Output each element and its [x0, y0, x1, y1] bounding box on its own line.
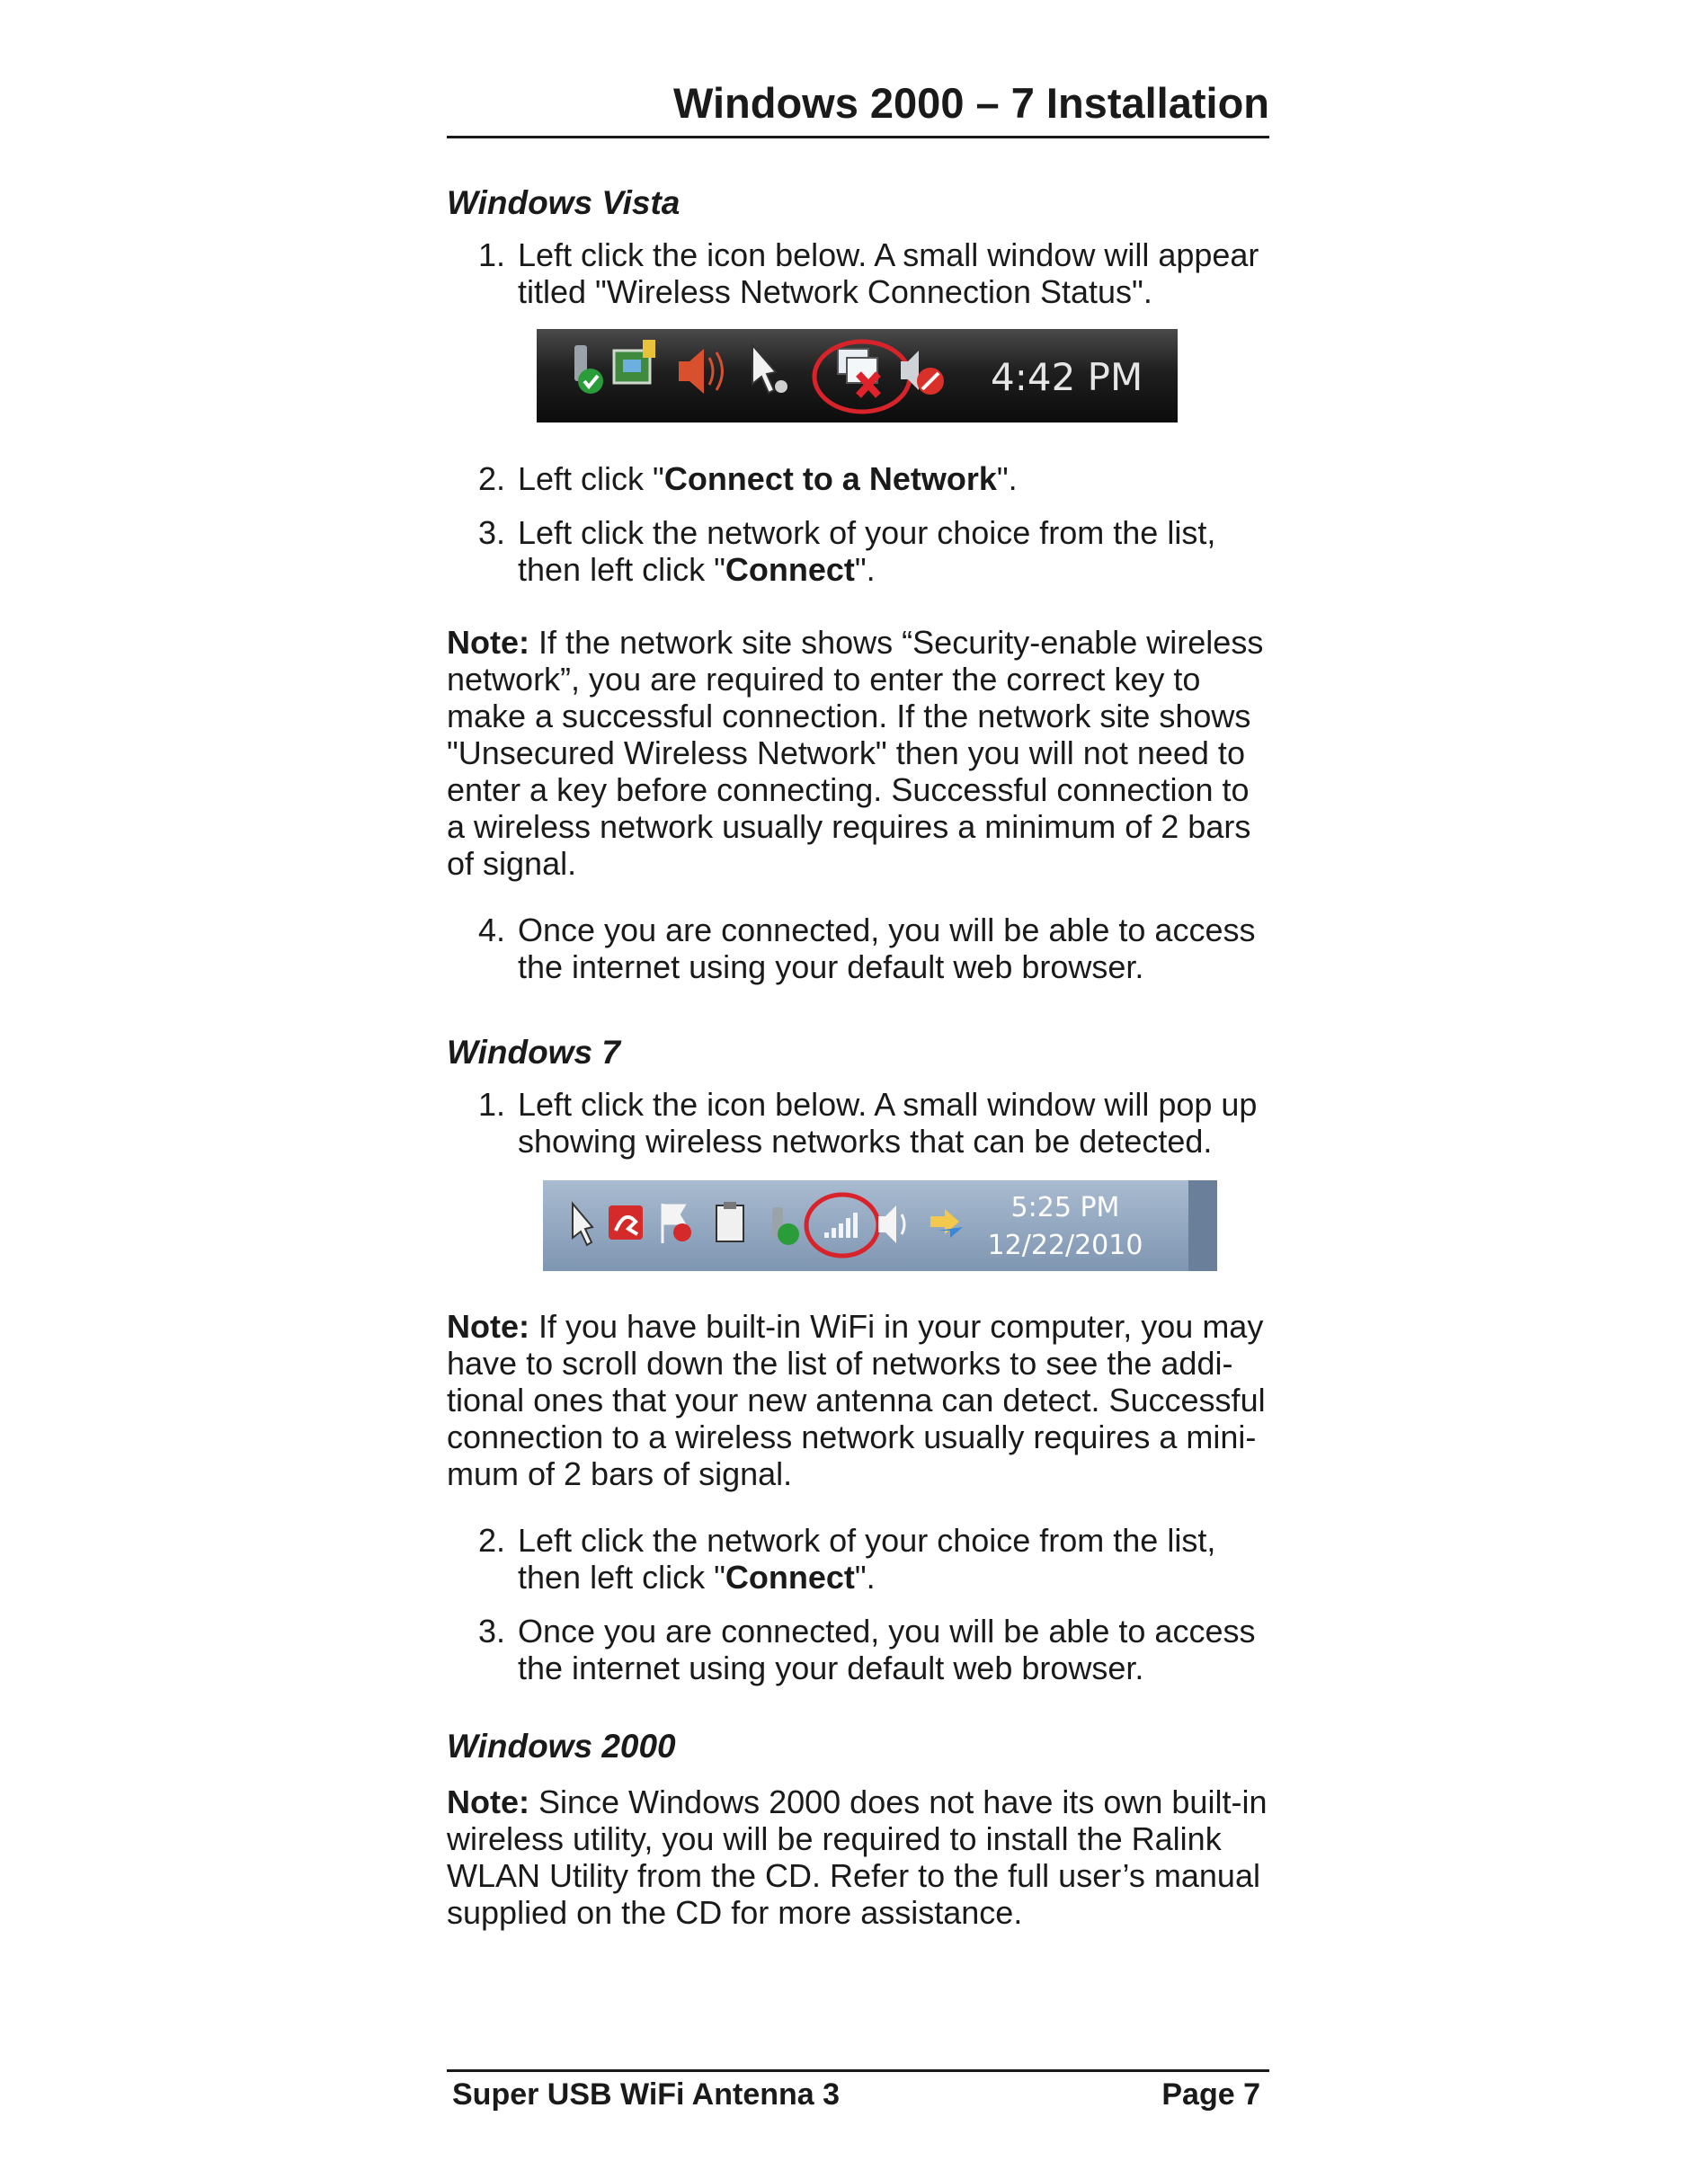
- clock-time: 4:42 PM: [991, 355, 1143, 399]
- note-win2000: [447, 1783, 1269, 1931]
- note-label: Note:: [447, 624, 529, 661]
- step-line: Left click the network of your choice from the list,: [518, 1522, 1216, 1559]
- clipboard-icon[interactable]: [716, 1202, 743, 1241]
- bold-term: Connect to a Network: [663, 460, 997, 497]
- step-line: Left click the network of your choice from the list,: [518, 514, 1216, 551]
- footer-page-number: Page 7: [1161, 2077, 1260, 2112]
- list-item: [447, 236, 1269, 310]
- step-text: [518, 912, 1269, 985]
- page-title: Windows 2000 – 7 Installation: [673, 79, 1269, 127]
- win7-steps-continued: [447, 1522, 1269, 1686]
- step-line: ".: [854, 1559, 876, 1596]
- bold-term: Connect: [725, 551, 855, 588]
- note-line: a wireless network usually requires a minimum of 2 bars: [447, 808, 1251, 845]
- win7-taskbar-screenshot: [447, 1177, 1269, 1276]
- step-text: [518, 514, 1269, 588]
- step-line: showing wireless networks that can be detected.: [518, 1123, 1213, 1160]
- step-number: 3.: [477, 514, 505, 551]
- step-text: [518, 1613, 1269, 1686]
- note-line: Since Windows 2000 does not have its own built-in: [529, 1783, 1268, 1820]
- step-line: Once you are connected, you will be able to access: [518, 912, 1256, 948]
- step-number: 1.: [477, 1086, 505, 1123]
- vista-steps-final: [447, 912, 1269, 985]
- step-line: ".: [996, 460, 1018, 497]
- clock-date: 12/22/2010: [987, 1230, 1143, 1261]
- note-vista: [447, 624, 1269, 882]
- note-line: supplied on the CD for more assistance.: [447, 1894, 1023, 1931]
- note-line: If you have built-in WiFi in your computer, you may: [529, 1308, 1264, 1345]
- antivirus-icon[interactable]: [609, 1205, 643, 1240]
- list-item: [447, 514, 1269, 588]
- list-item: [447, 1613, 1269, 1686]
- list-item: [447, 460, 1269, 497]
- list-item: [447, 912, 1269, 985]
- section-heading-vista: Windows Vista: [447, 184, 681, 221]
- footer-rule: [447, 2069, 1269, 2072]
- step-number: 2.: [477, 460, 505, 497]
- note-line: tional ones that your new antenna can detect. Successful: [447, 1382, 1266, 1419]
- step-text: [518, 1522, 1269, 1596]
- note-line: "Unsecured Wireless Network" then you will not need to: [447, 734, 1245, 771]
- step-line: the internet using your default web browser.: [518, 948, 1144, 985]
- note-win7: [447, 1308, 1269, 1492]
- vista-steps-continued: [447, 460, 1269, 588]
- vista-steps: [447, 236, 1269, 310]
- note-line: If the network site shows “Security-enable wireless: [529, 624, 1264, 661]
- step-line: then left click ": [518, 1559, 725, 1596]
- note-label: Note:: [447, 1308, 529, 1345]
- section-heading-win2000: Windows 2000: [447, 1728, 676, 1765]
- step-line: the internet using your default web browser.: [518, 1650, 1144, 1686]
- note-line: wireless utility, you will be required to install the Ralink: [447, 1820, 1222, 1857]
- section-heading-win7: Windows 7: [447, 1034, 620, 1071]
- note-line: network”, you are required to enter the correct key to: [447, 661, 1201, 698]
- step-line: then left click ": [518, 551, 725, 588]
- list-item: [447, 1522, 1269, 1596]
- page-content: [447, 184, 1269, 1931]
- bold-term: Connect: [725, 1559, 855, 1596]
- note-label: Note:: [447, 1783, 529, 1820]
- note-line: connection to a wireless network usually requires a mini-: [447, 1419, 1257, 1455]
- step-line: ".: [854, 551, 876, 588]
- note-line: make a successful connection. If the network site shows: [447, 698, 1251, 734]
- note-line: have to scroll down the list of networks to see the addi-: [447, 1345, 1233, 1382]
- note-line: of signal.: [447, 845, 577, 882]
- vista-taskbar-screenshot: [447, 327, 1269, 428]
- step-number: 1.: [477, 236, 505, 273]
- step-line: Left click ": [518, 460, 664, 497]
- step-line: Left click the icon below. A small window will appear: [518, 236, 1259, 273]
- clock-time: 5:25 PM: [1010, 1192, 1120, 1223]
- step-text: [518, 460, 1269, 497]
- step-line: titled "Wireless Network Connection Status".: [518, 273, 1152, 310]
- list-item: [447, 1086, 1269, 1160]
- step-text: [518, 236, 1269, 310]
- step-text: [518, 1086, 1269, 1160]
- win7-steps: [447, 1086, 1269, 1160]
- note-line: enter a key before connecting. Successful connection to: [447, 771, 1250, 808]
- step-number: 3.: [477, 1613, 505, 1650]
- step-number: 4.: [477, 912, 505, 948]
- step-line: Once you are connected, you will be able to access: [518, 1613, 1256, 1650]
- step-line: Left click the icon below. A small window will pop up: [518, 1086, 1258, 1123]
- step-number: 2.: [477, 1522, 505, 1559]
- note-line: mum of 2 bars of signal.: [447, 1455, 793, 1492]
- header-rule: [447, 136, 1269, 138]
- note-line: WLAN Utility from the CD. Refer to the full user’s manual: [447, 1857, 1260, 1894]
- footer-product-name: Super USB WiFi Antenna 3: [452, 2077, 841, 2112]
